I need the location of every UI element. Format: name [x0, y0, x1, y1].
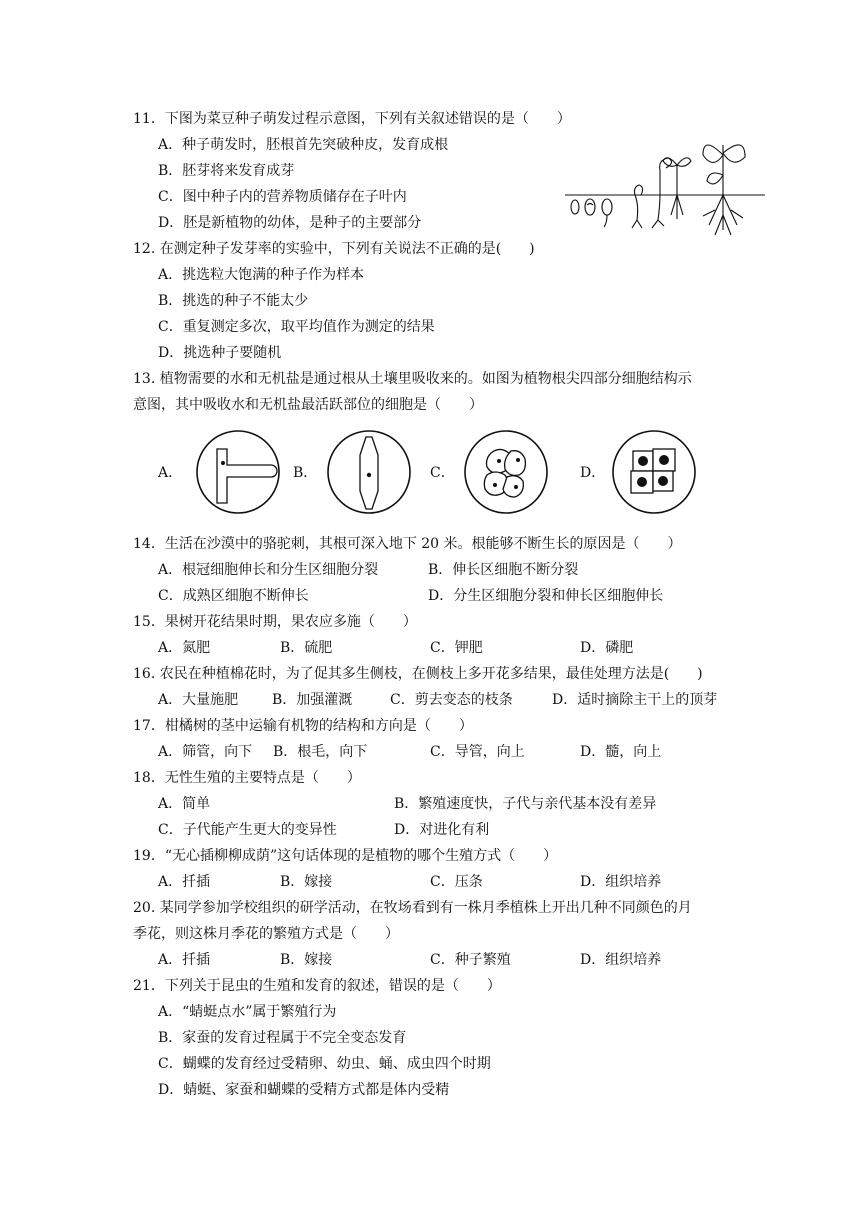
q12-option-d[interactable]: D．挑选种子要随机 [158, 345, 282, 361]
q20-stem-line1: 20. 某同学参加学校组织的研学活动，在牧场看到有一株月季植株上开出几种不同颜色的月 [133, 900, 692, 916]
q15-option-b[interactable]: B．硫肥 [280, 640, 333, 656]
q14-option-c[interactable]: C．成熟区细胞不断伸长 [158, 588, 309, 604]
q12-option-c[interactable]: C．重复测定多次，取平均值作为测定的结果 [158, 319, 435, 335]
q12-option-b[interactable]: B．挑选的种子不能太少 [158, 293, 309, 309]
q17-option-b[interactable]: B．根毛，向下 [273, 744, 368, 760]
q19-option-d[interactable]: D．组织培养 [580, 874, 662, 890]
q12-option-a[interactable]: A．挑选粒大饱满的种子作为样本 [158, 267, 365, 283]
q18-option-d[interactable]: D．对进化有利 [394, 822, 490, 838]
q15-option-a[interactable]: A．氮肥 [158, 640, 211, 656]
q19-option-b[interactable]: B．嫁接 [280, 874, 333, 890]
q18-option-b[interactable]: B．繁殖速度快，子代与亲代基本没有差异 [394, 796, 657, 812]
q13-option-d[interactable]: D． [580, 465, 606, 481]
bean-germination-sequence-icon [565, 135, 765, 250]
q21-stem: 21．下列关于昆虫的生殖和发育的叙述，错误的是（ ） [133, 978, 501, 994]
q20-stem-line2: 季花，则这株月季花的繁殖方式是（ ） [133, 926, 399, 942]
q17-option-d[interactable]: D．髓，向上 [580, 744, 662, 760]
q16-stem: 16. 农民在种植棉花时，为了促其多生侧枝，在侧枝上多开花多结果，最佳处理方法是( ) [133, 666, 703, 682]
q18-option-a[interactable]: A．简单 [158, 796, 211, 812]
q12-stem: 12. 在测定种子发芽率的实验中，下列有关说法不正确的是( ) [133, 241, 535, 257]
q13-option-c[interactable]: C． [430, 465, 455, 481]
q21-option-a[interactable]: A．“蜻蜓点水”属于繁殖行为 [158, 1004, 337, 1020]
q16-option-d[interactable]: D．适时摘除主干上的顶芽 [552, 692, 718, 708]
q13-stem-line1: 13. 植物需要的水和无机盐是通过根从土壤里吸收来的。如图为植物根尖四部分细胞结构示 [133, 371, 692, 387]
q21-option-d[interactable]: D．蜻蜓、家蚕和蝴蝶的受精方式都是体内受精 [158, 1082, 450, 1098]
q19-stem: 19．“无心插柳柳成荫”这句话体现的是植物的哪个生殖方式（ ） [133, 848, 558, 864]
q16-option-c[interactable]: C．剪去变态的枝条 [390, 692, 513, 708]
q11-option-b[interactable]: B．胚芽将来发育成芽 [158, 163, 295, 179]
q14-option-d[interactable]: D．分生区细胞分裂和伸长区细胞伸长 [428, 588, 664, 604]
q11-option-c[interactable]: C．图中种子内的营养物质储存在子叶内 [158, 189, 407, 205]
q13-stem-line2: 意图，其中吸收水和无机盐最活跃部位的细胞是（ ） [133, 397, 483, 413]
root-hair-cell-icon [195, 429, 281, 515]
q14-option-a[interactable]: A．根冠细胞伸长和分生区细胞分裂 [158, 562, 379, 578]
q20-option-a[interactable]: A．扦插 [158, 952, 211, 968]
q21-option-c[interactable]: C．蝴蝶的发育经过受精卵、幼虫、蛹、成虫四个时期 [158, 1056, 491, 1072]
q18-stem: 18．无性生殖的主要特点是（ ） [133, 770, 361, 786]
q16-option-b[interactable]: B．加强灌溉 [272, 692, 353, 708]
q11-option-d[interactable]: D．胚是新植物的幼体，是种子的主要部分 [158, 215, 422, 231]
q15-option-c[interactable]: C．钾肥 [430, 640, 483, 656]
q17-option-c[interactable]: C．导管，向上 [430, 744, 525, 760]
q13-option-a[interactable]: A． [158, 465, 183, 481]
q20-option-c[interactable]: C．种子繁殖 [430, 952, 511, 968]
q14-stem: 14．生活在沙漠中的骆驼刺，其根可深入地下 20 米。根能够不断生长的原因是（ ） [133, 536, 682, 552]
q20-option-d[interactable]: D．组织培养 [580, 952, 662, 968]
q19-option-c[interactable]: C．压条 [430, 874, 483, 890]
q13-option-b[interactable]: B． [293, 465, 318, 481]
root-cap-cells-icon [463, 429, 549, 515]
q16-option-a[interactable]: A．大量施肥 [158, 692, 239, 708]
q11-stem: 11．下图为菜豆种子萌发过程示意图，下列有关叙述错误的是（ ） [133, 111, 571, 127]
meristem-cells-icon [611, 429, 697, 515]
q15-option-d[interactable]: D．磷肥 [580, 640, 634, 656]
q17-stem: 17．柑橘树的茎中运输有机物的结构和方向是（ ） [133, 718, 473, 734]
q17-option-a[interactable]: A．筛管，向下 [158, 744, 253, 760]
q11-option-a[interactable]: A．种子萌发时，胚根首先突破种皮，发育成根 [158, 137, 449, 153]
q19-option-a[interactable]: A．扦插 [158, 874, 211, 890]
q21-option-b[interactable]: B．家蚕的发育过程属于不完全变态发育 [158, 1030, 407, 1046]
q18-option-c[interactable]: C．子代能产生更大的变异性 [158, 822, 337, 838]
q20-option-b[interactable]: B．嫁接 [280, 952, 333, 968]
q15-stem: 15．果树开花结果时期，果农应多施（ ） [133, 614, 417, 630]
q14-option-b[interactable]: B．伸长区细胞不断分裂 [428, 562, 579, 578]
elongation-cell-icon [326, 429, 412, 515]
